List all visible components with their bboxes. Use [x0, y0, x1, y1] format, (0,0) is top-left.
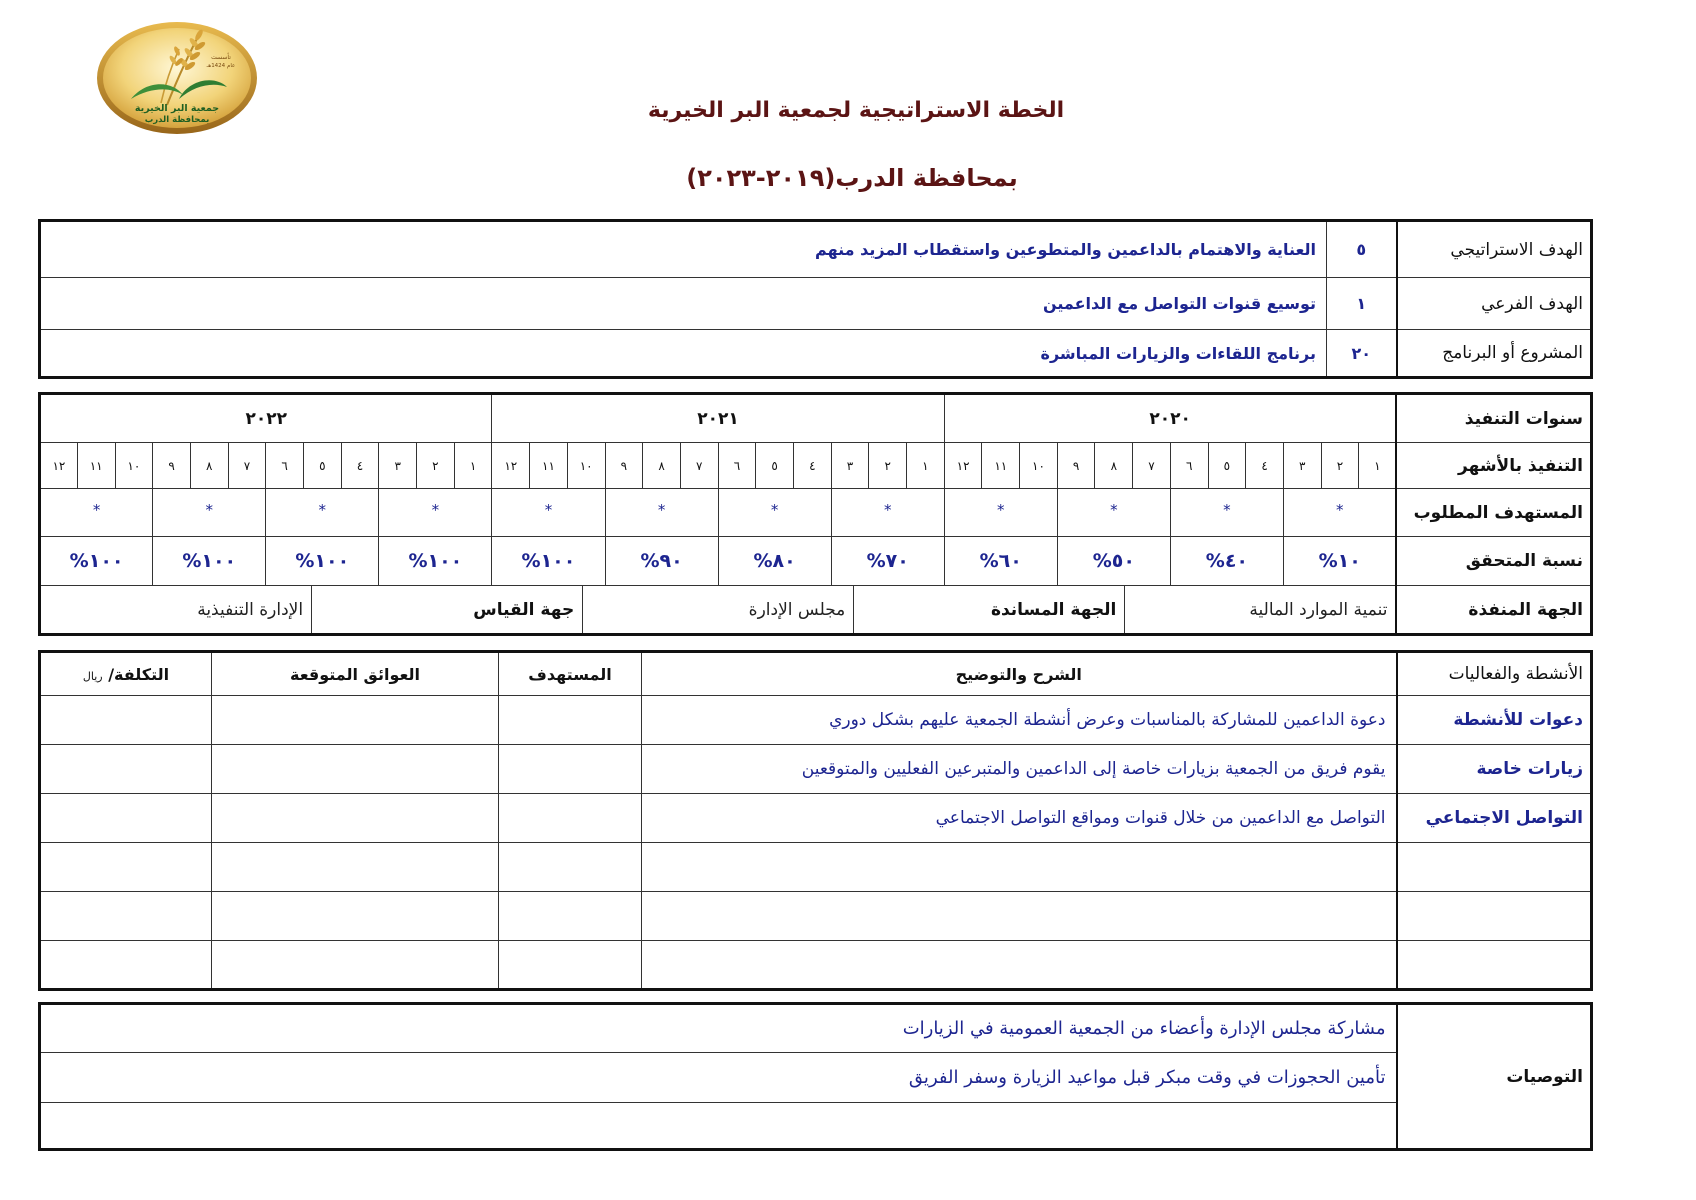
goal-number: ١	[1327, 278, 1397, 330]
achieved-percent: %٩٠	[605, 537, 718, 586]
goal-number: ٢٠	[1327, 330, 1397, 378]
activity-target	[499, 745, 642, 794]
months-label: التنفيذ بالأشهر	[1396, 443, 1591, 489]
activity-name	[1397, 843, 1592, 892]
achieved-percent: %٥٠	[1057, 537, 1170, 586]
activity-row	[40, 843, 1592, 892]
month-cell: ٧	[1133, 443, 1171, 489]
activity-explanation: يقوم فريق من الجمعية بزيارات خاصة إلى الداعمين والمتبرعين الفعليين والمتوقعين	[642, 745, 1397, 794]
target-mark: *	[718, 489, 831, 537]
month-cell: ١	[1359, 443, 1397, 489]
activity-cost	[40, 696, 212, 745]
parties-row	[40, 586, 1592, 635]
executing-label: الجهة المنفذة	[1396, 586, 1591, 635]
achieved-percent: %١٠٠	[266, 537, 379, 586]
activity-name	[1397, 941, 1592, 990]
achieved-row	[40, 537, 1592, 586]
month-cell: ٩	[1057, 443, 1095, 489]
goal-number: ٥	[1327, 221, 1397, 278]
measuring-label: جهة القياس	[311, 586, 582, 633]
page-title: الخطة الاستراتيجية لجمعية البر الخيرية	[647, 98, 1065, 123]
activity-name	[1397, 892, 1592, 941]
goal-row-program	[40, 330, 1592, 378]
month-cell: ٥	[1208, 443, 1246, 489]
month-cell: ٦	[266, 443, 304, 489]
month-cell: ٩	[605, 443, 643, 489]
month-cell: ٨	[190, 443, 228, 489]
recommendation-text: تأمين الحجوزات في وقت مبكر قبل مواعيد الزيارة وسفر الفريق	[40, 1053, 1397, 1103]
association-logo	[95, 19, 260, 137]
target-row	[40, 489, 1592, 537]
header-obstacles: العوائق المتوقعة	[212, 652, 499, 696]
schedule-table	[38, 392, 1593, 636]
target-mark: *	[153, 489, 266, 537]
header-cost	[40, 652, 212, 696]
achieved-percent: %١٠٠	[40, 537, 153, 586]
month-cell: ٥	[303, 443, 341, 489]
activity-target	[499, 843, 642, 892]
month-cell: ١٢	[40, 443, 78, 489]
month-cell: ٤	[1246, 443, 1284, 489]
target-mark: *	[266, 489, 379, 537]
target-mark: *	[1170, 489, 1283, 537]
years-label: سنوات التنفيذ	[1396, 394, 1591, 443]
month-cell: ٦	[718, 443, 756, 489]
month-cell: ٧	[680, 443, 718, 489]
activity-target	[499, 696, 642, 745]
executing-party: تنمية الموارد المالية	[1124, 586, 1395, 633]
activity-obstacles	[212, 843, 499, 892]
activities-header-row	[40, 652, 1592, 696]
month-cell: ١	[907, 443, 945, 489]
month-cell: ٧	[228, 443, 266, 489]
goal-label: المشروع أو البرنامج	[1397, 330, 1592, 378]
recommendation-row	[40, 1053, 1592, 1103]
goal-text: العناية والاهتمام بالداعمين والمتطوعين واستقطاب المزيد منهم	[40, 221, 1327, 278]
achieved-percent: %١٠٠	[492, 537, 605, 586]
activity-name: التواصل الاجتماعي	[1397, 794, 1592, 843]
month-cell: ٨	[643, 443, 681, 489]
measuring-party: الإدارة التنفيذية	[197, 599, 304, 620]
target-mark: *	[379, 489, 492, 537]
activity-explanation	[642, 941, 1397, 990]
header-activity: الأنشطة والفعاليات	[1397, 652, 1592, 696]
month-cell: ١٢	[944, 443, 982, 489]
logo-founded-year: عام 1424هـ	[206, 63, 236, 69]
activity-explanation: دعوة الداعمين للمشاركة بالمناسبات وعرض أنشطة الجمعية عليهم بشكل دوري	[642, 696, 1397, 745]
years-row	[40, 394, 1592, 443]
recommendation-row	[40, 1004, 1592, 1053]
parties-cell	[40, 586, 1397, 635]
activity-cost	[40, 843, 212, 892]
target-mark: *	[1057, 489, 1170, 537]
month-cell: ٥	[756, 443, 794, 489]
month-cell: ١٠	[567, 443, 605, 489]
month-cell: ١١	[530, 443, 568, 489]
activity-obstacles	[212, 794, 499, 843]
achieved-percent: %٦٠	[944, 537, 1057, 586]
logo-name-text: جمعية البر الخيرية	[134, 103, 220, 114]
recommendation-row	[40, 1103, 1592, 1150]
month-cell: ١٠	[115, 443, 153, 489]
page-subtitle: بمحافظة الدرب(٢٠١٩-٢٠٢٣)	[686, 164, 1018, 192]
month-cell: ٣	[379, 443, 417, 489]
goal-row-strategic	[40, 221, 1592, 278]
achieved-percent: %٤٠	[1170, 537, 1283, 586]
cost-unit: ريال	[82, 669, 103, 683]
achieved-percent: %٧٠	[831, 537, 944, 586]
cost-label: التكلفة/	[108, 664, 170, 684]
year-cell: ٢٠٢٢	[40, 394, 492, 443]
month-cell: ٢	[1321, 443, 1359, 489]
month-cell: ١١	[982, 443, 1020, 489]
target-mark: *	[605, 489, 718, 537]
month-cell: ١١	[77, 443, 115, 489]
month-cell: ٢	[869, 443, 907, 489]
activities-table	[38, 650, 1593, 991]
activity-cost	[40, 745, 212, 794]
activity-target	[499, 941, 642, 990]
month-cell: ٤	[341, 443, 379, 489]
recommendations-label: التوصيات	[1397, 1004, 1592, 1150]
month-cell: ٣	[831, 443, 869, 489]
activity-obstacles	[212, 892, 499, 941]
logo-city-text: بمحافظة الدرب	[144, 115, 210, 125]
recommendation-text: مشاركة مجلس الإدارة وأعضاء من الجمعية العمومية في الزيارات	[40, 1004, 1397, 1053]
goal-row-sub	[40, 278, 1592, 330]
activity-row	[40, 745, 1592, 794]
achieved-percent: %١٠٠	[379, 537, 492, 586]
activity-explanation: التواصل مع الداعمين من خلال قنوات ومواقع التواصل الاجتماعي	[642, 794, 1397, 843]
activity-obstacles	[212, 745, 499, 794]
target-mark: *	[1283, 489, 1396, 537]
goal-label: الهدف الفرعي	[1397, 278, 1592, 330]
activity-obstacles	[212, 696, 499, 745]
target-mark: *	[944, 489, 1057, 537]
logo-founded-text: تأسست	[211, 54, 231, 61]
target-label: المستهدف المطلوب	[1396, 489, 1591, 537]
activity-explanation	[642, 892, 1397, 941]
achieved-percent: %١٠	[1283, 537, 1396, 586]
activity-row	[40, 892, 1592, 941]
activity-target	[499, 892, 642, 941]
year-cell: ٢٠٢١	[492, 394, 944, 443]
year-cell: ٢٠٢٠	[944, 394, 1396, 443]
target-mark: *	[492, 489, 605, 537]
recommendations-table	[38, 1002, 1593, 1151]
goal-label: الهدف الاستراتيجي	[1397, 221, 1592, 278]
activity-row	[40, 941, 1592, 990]
month-cell: ٢	[417, 443, 455, 489]
recommendation-text	[40, 1103, 1397, 1150]
activity-cost	[40, 941, 212, 990]
month-cell: ٤	[793, 443, 831, 489]
achieved-percent: %١٠٠	[153, 537, 266, 586]
activities-body	[40, 652, 1592, 990]
supporting-party: مجلس الإدارة	[582, 586, 853, 633]
goals-table	[38, 219, 1593, 379]
target-mark: *	[831, 489, 944, 537]
month-cell: ١	[454, 443, 492, 489]
header-target: المستهدف	[499, 652, 642, 696]
parties-group	[41, 586, 1395, 633]
achieved-label: نسبة المتحقق	[1396, 537, 1591, 586]
goal-text: برنامج اللقاءات والزيارات المباشرة	[40, 330, 1327, 378]
month-cell: ١٢	[492, 443, 530, 489]
activity-obstacles	[212, 941, 499, 990]
month-cell: ١٠	[1020, 443, 1058, 489]
activity-cost	[40, 794, 212, 843]
activity-row	[40, 696, 1592, 745]
month-cell: ٦	[1170, 443, 1208, 489]
activity-name: زيارات خاصة	[1397, 745, 1592, 794]
target-mark: *	[40, 489, 153, 537]
activity-cost	[40, 892, 212, 941]
activity-row	[40, 794, 1592, 843]
achieved-percent: %٨٠	[718, 537, 831, 586]
goal-text: توسيع قنوات التواصل مع الداعمين	[40, 278, 1327, 330]
month-cell: ٨	[1095, 443, 1133, 489]
header-explanation: الشرح والتوضيح	[642, 652, 1397, 696]
supporting-label: الجهة المساندة	[853, 586, 1124, 633]
month-cell: ٣	[1283, 443, 1321, 489]
month-cell: ٩	[153, 443, 191, 489]
activity-explanation	[642, 843, 1397, 892]
activity-target	[499, 794, 642, 843]
recommendations-body	[40, 1004, 1592, 1150]
activity-name: دعوات للأنشطة	[1397, 696, 1592, 745]
months-row	[40, 443, 1592, 489]
